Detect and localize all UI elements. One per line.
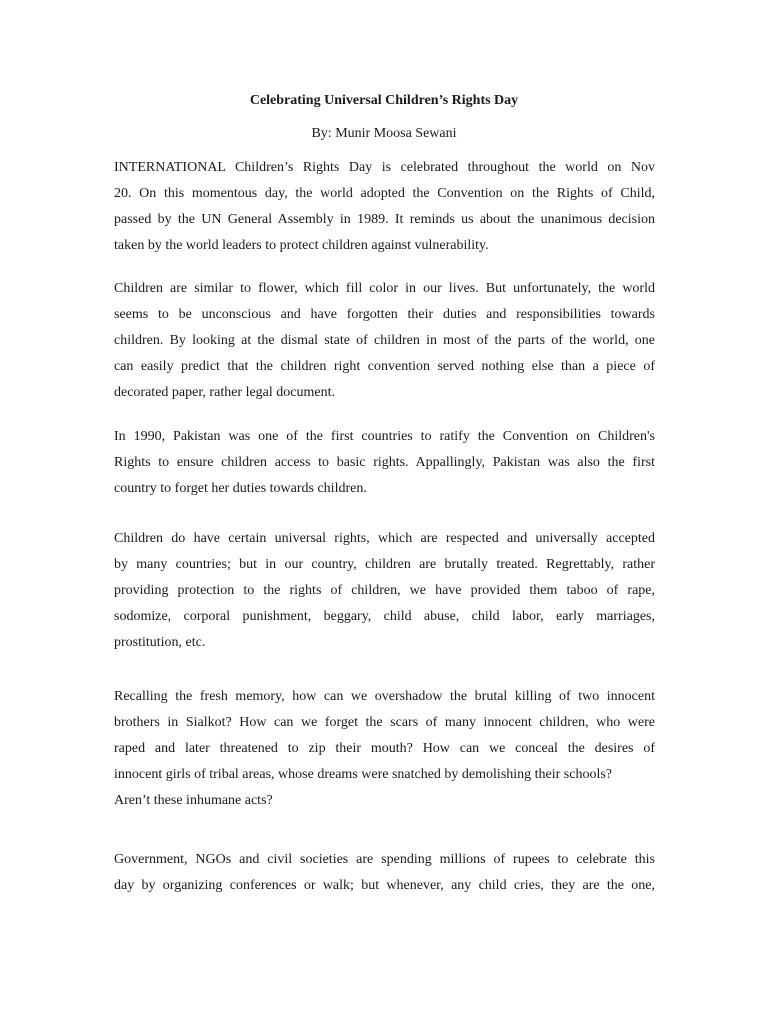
paragraph-line: country to forget her duties towards children.: [114, 481, 367, 496]
paragraph-line: Children do have certain universal rights, which are respected and universally accepted: [114, 531, 655, 546]
paragraph-line: brothers in Sialkot? How can we forget the scars of many innocent children, who were: [114, 715, 655, 730]
paragraph-line: innocent girls of tribal areas, whose dreams were snatched by demolishing their schools?: [114, 767, 613, 782]
paragraph-4: [114, 526, 655, 656]
paragraph-line: Government, NGOs and civil societies are spending millions of rupees to celebrate this: [114, 852, 655, 867]
paragraph-line: children. By looking at the dismal state of children in most of the parts of the world, one: [114, 333, 655, 348]
paragraph-line: prostitution, etc.: [114, 635, 206, 650]
paragraph-line: taken by the world leaders to protect children against vulnerability.: [114, 238, 489, 253]
paragraph-line: Aren’t these inhumane acts?: [114, 793, 273, 808]
paragraph-line: by many countries; but in our country, children are brutally treated. Regrettably, rather: [114, 557, 655, 572]
paragraph-line: decorated paper, rather legal document.: [114, 385, 335, 400]
paragraph-5: [114, 684, 655, 814]
paragraph-line: INTERNATIONAL Children’s Rights Day is celebrated throughout the world on Nov: [114, 160, 655, 175]
paragraph-line: Rights to ensure children access to basic rights. Appallingly, Pakistan was also the first: [114, 455, 655, 470]
paragraph-line: providing protection to the rights of children, we have provided them taboo of rape,: [114, 583, 655, 598]
paragraph-line: sodomize, corporal punishment, beggary, child abuse, child labor, early marriages,: [114, 609, 655, 624]
paragraph-1: [114, 155, 655, 259]
paragraph-3: [114, 424, 655, 502]
document-byline: By: Munir Moosa Sewani: [311, 126, 457, 141]
paragraph-line: Children are similar to flower, which fill color in our lives. But unfortunately, the world: [114, 281, 655, 296]
paragraph-line: Recalling the fresh memory, how can we overshadow the brutal killing of two innocent: [114, 689, 655, 704]
paragraph-6: [114, 847, 655, 899]
paragraph-line: can easily predict that the children right convention served nothing else than a piece of: [114, 359, 655, 374]
paragraph-line: raped and later threatened to zip their mouth? How can we conceal the desires of: [114, 741, 655, 756]
paragraph-line: 20. On this momentous day, the world adopted the Convention on the Rights of Child,: [114, 186, 655, 201]
paragraph-line: seems to be unconscious and have forgotten their duties and responsibilities towards: [114, 307, 655, 322]
paragraph-line: day by organizing conferences or walk; but whenever, any child cries, they are the one,: [114, 878, 655, 893]
paragraph-line: passed by the UN General Assembly in 1989. It reminds us about the unanimous decision: [114, 212, 655, 227]
paragraph-2: [114, 276, 655, 406]
paragraph-line: In 1990, Pakistan was one of the first countries to ratify the Convention on Children's: [114, 429, 655, 444]
document-title: Celebrating Universal Children’s Rights Day: [249, 93, 519, 108]
